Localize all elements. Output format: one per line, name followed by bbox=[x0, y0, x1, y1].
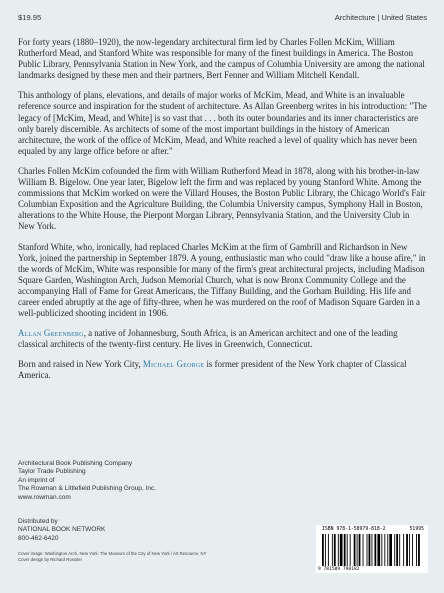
paragraph-mckim: Charles Follen McKim cofounded the firm with William Rutherford Mead in 1878, along with his brother-in-law William B. Bigelow. One year later, Bigelow left the firm and was replaced by young Stanford White. Among the commissions that McKim worked on were the Villard Houses, the Boston Public Library, the Chicago World's Fair Columbian Exposition and the Agriculture Building, the Columbia University campus, Symphony Hall in Boston, alterations to the White House, the Pierpont Morgan Library, Pennsylvania Station, and the University Club in New York. bbox=[18, 165, 426, 232]
distribution-line-1: Distributed by bbox=[18, 518, 58, 525]
barcode-bar bbox=[387, 534, 388, 566]
barcode-bar bbox=[399, 534, 400, 566]
credits-block bbox=[18, 551, 206, 563]
barcode-bar bbox=[394, 534, 395, 566]
barcode-bar bbox=[389, 534, 392, 566]
cover-copy bbox=[18, 37, 427, 391]
barcode-bar bbox=[367, 534, 368, 566]
barcode-bar bbox=[334, 534, 336, 566]
barcode-bar bbox=[354, 534, 356, 566]
barcode-bar bbox=[374, 534, 376, 566]
paragraph-greenberg-bio bbox=[18, 328, 427, 350]
publisher-line-1: Architectural Book Publishing Company bbox=[18, 460, 133, 467]
barcode-bars bbox=[322, 534, 422, 566]
barcode-bar bbox=[363, 534, 364, 566]
george-bio-pre: Born and raised in New York City, bbox=[18, 359, 143, 370]
publisher-url: www.rowman.com bbox=[18, 493, 71, 501]
distribution-block bbox=[18, 518, 105, 543]
top-bar bbox=[18, 13, 427, 22]
barcode-bar bbox=[377, 534, 380, 566]
barcode-bar bbox=[409, 534, 410, 566]
barcode-bar bbox=[344, 534, 346, 566]
price-code: 51995 bbox=[409, 527, 424, 532]
barcode-bar bbox=[347, 534, 348, 566]
isbn-row bbox=[322, 527, 424, 532]
barcode-bar bbox=[325, 534, 326, 566]
barcode-bar bbox=[350, 534, 351, 566]
barcode-digit-string: 9 781589 798182 bbox=[318, 567, 360, 572]
barcode-bar bbox=[359, 534, 361, 566]
barcode-bar bbox=[340, 534, 343, 566]
barcode-bar bbox=[332, 534, 333, 566]
barcode-bar bbox=[328, 534, 329, 566]
publisher-line-4: The Rowman & Littlefield Publishing Group, Inc. bbox=[18, 485, 157, 493]
isbn-number: ISBN 978-1-58979-818-2 bbox=[322, 527, 386, 532]
barcode-digits bbox=[318, 567, 424, 572]
greenberg-bio-text: , a native of Johannesburg, South Africa, is an American architect and one of the leading classical architects of the twenty-first century. He lives in Greenwich, Connecticut. bbox=[18, 328, 398, 350]
barcode-bar bbox=[403, 534, 404, 566]
publisher-line-3: An imprint of bbox=[18, 476, 55, 484]
george-bio-post: is former president of the New York chapter of Classical America. bbox=[18, 359, 407, 381]
paragraph-white: Stanford White, who, ironically, had replaced Charles McKim at the firm of Gambrill and Richardson in New York, joined the partnership in September 1879. A young, enthusiastic man who could "draw like a house afire," in the words of McKim, White was responsible for many of the firm's great architectural projects, including Madison Square Garden, Washington Arch, Judson Memorial Church, what is now Bronx Community College and the accompanying Hall of Fame for Great Americans, the Tiffany Building, and the Gorham Building. His life and career ended abruptly at the age of fifty-three, when he was murdered on the roof of Madison Square Garden in a well-publicized shooting incident in 1906. bbox=[18, 241, 426, 319]
barcode-bar bbox=[396, 534, 398, 566]
publisher-block bbox=[18, 460, 156, 502]
price: $19.95 bbox=[18, 13, 42, 22]
category: Architecture | United States bbox=[334, 13, 427, 22]
barcode-bar bbox=[357, 534, 358, 566]
barcode-bar bbox=[381, 534, 382, 566]
paragraph-george-bio bbox=[18, 359, 427, 381]
barcode bbox=[316, 525, 428, 573]
author-name-george: Michael George bbox=[142, 359, 205, 370]
barcode-bar bbox=[416, 534, 417, 566]
distributor-phone: 800-462-6420 bbox=[18, 534, 59, 542]
distributor-name: NATIONAL BOOK NETWORK bbox=[18, 526, 106, 534]
barcode-bar bbox=[406, 534, 408, 566]
barcode-bar bbox=[322, 534, 324, 566]
cover-design-credit: Cover design by Richard Rossiter bbox=[18, 557, 83, 562]
publisher-line-2: Taylor Trade Publishing bbox=[18, 468, 86, 476]
author-name-greenberg: Allan Greenberg bbox=[18, 328, 84, 339]
barcode-bar bbox=[338, 534, 339, 566]
paragraph-anthology: This anthology of plans, elevations, and details of major works of McKim, Mead, and White is an invaluable reference source and inspiration for the student of architecture. As Allan Greenberg writes in his introduction: "The legacy of [McKim, Mead, and White] is so vast that . . . both its outer boundaries and its inner characteristics are only barely discernible. As architects of some of the most important buildings in the history of American architecture, the work of the office of McKim, Mead, and White reached a level of quality which has never been equaled by any large office before or after." bbox=[18, 90, 427, 156]
barcode-bar bbox=[418, 534, 420, 566]
paragraph-intro: For forty years (1880–1920), the now-legendary architectural firm led by Charles Follen McKim, William Rutherford Mead, and Stanford White was responsible for many of the finest buildings in America. The Boston Public Library, Pennsylvania Station in New York, and the campus of Columbia University are among the national landmarks designed by these men and their partners, Bert Fenner and William Mitchell Kendall. bbox=[18, 37, 425, 81]
cover-image-credit: Cover image: Washington Arch, New York. The Museum of the City of New York / Art Resource, NY bbox=[18, 551, 207, 556]
barcode-bar bbox=[369, 534, 371, 566]
barcode-bar bbox=[372, 534, 373, 566]
barcode-bar bbox=[384, 534, 385, 566]
barcode-bar bbox=[412, 534, 413, 566]
